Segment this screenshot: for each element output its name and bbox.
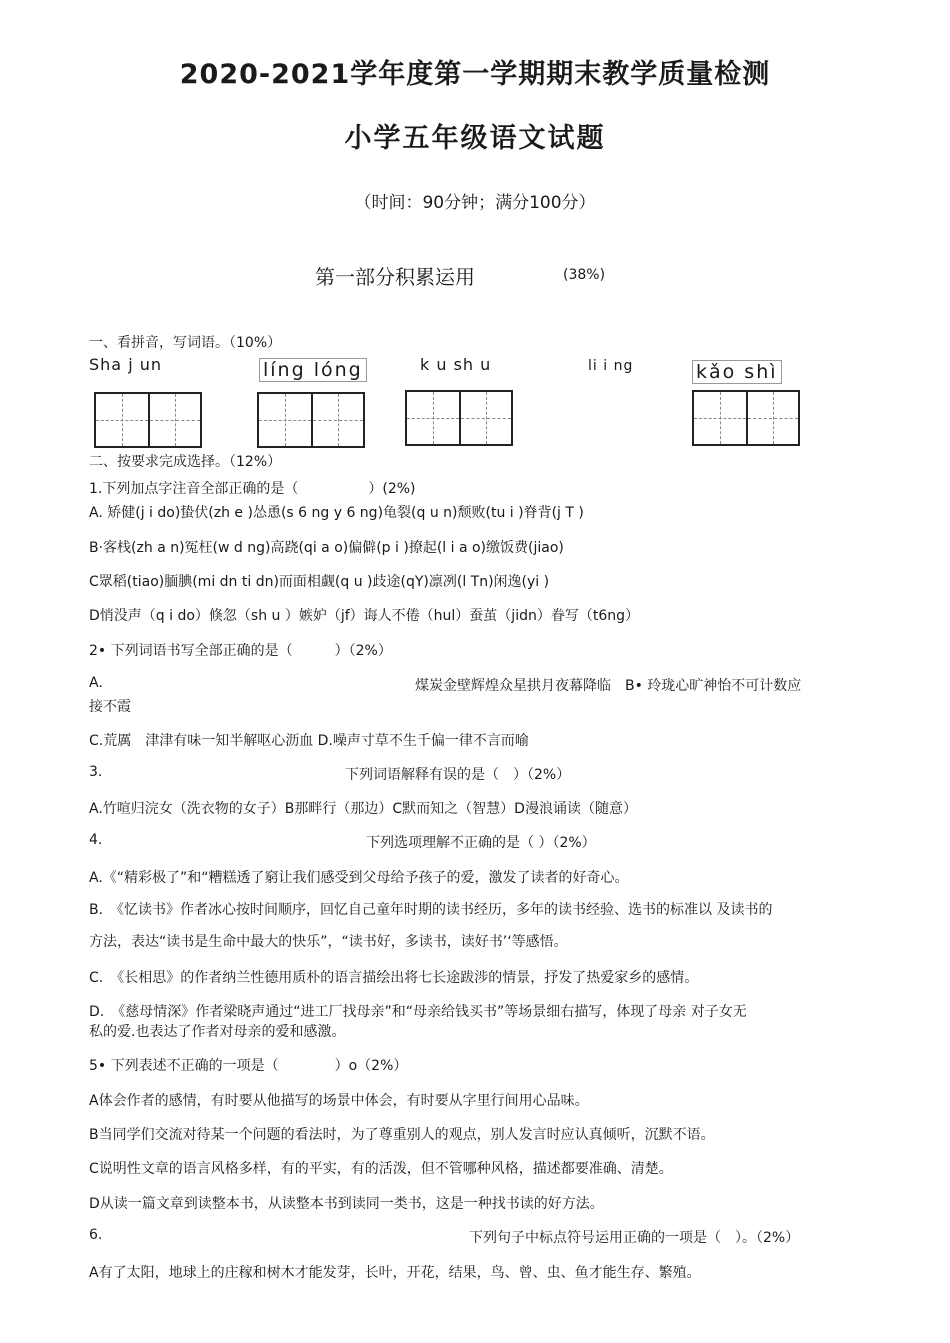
q2-option-c-d: C.荒厲 津津有味一知半解呕心沥血 D.噪声寸草不生千偏一律不言而喻 (89, 733, 529, 749)
q4-option-c: C. 《长相思》的作者纳兰性德用质朴的语言描绘出将七长途跋涉的情景，抒发了热爱家乡的感情。 (89, 970, 699, 986)
grid-cell[interactable] (746, 392, 798, 444)
grid-cell[interactable] (259, 394, 311, 446)
exam-title: 2020-2021学年度第一学期期末教学质量检测 (179, 59, 771, 90)
q1-option-d: D悄没声（q i do）倏忽（sh u ）嫉妒（jf）诲人不倦（hul）蚕茧（jidn）眷写（t6ng） (89, 608, 639, 624)
q2-stem: 2• 下列词语书写全部正确的是（ ）（2%） (89, 643, 392, 659)
writing-grid-5[interactable] (692, 390, 800, 446)
grid-cell[interactable] (407, 392, 459, 444)
q5-option-b: B当同学们交流对待某一个问题的看法时，为了尊重别人的观点，别人发言时应认真倾听，沉默不语。 (89, 1127, 715, 1143)
section2-heading: 二、按要求完成选择。（12%） (89, 454, 282, 470)
q4-option-b-cont: 方法，表达“读书是生命中最大的快乐”，“读书好，多读书，读好书’‘等感悟。 (89, 934, 568, 950)
writing-grid-3[interactable] (405, 390, 513, 446)
q4-stem: 下列选项理解不正确的是（ ）（2%） (366, 835, 596, 851)
q6-option-a: A有了太阳，地球上的庄稼和树木才能发芽，长叶，开花，结果，鸟、曾、虫、鱼才能生存、繁殖。 (89, 1265, 701, 1281)
q5-option-d: D从读一篇文章到读整本书，从读整本书到读同一类书，这是一种找书读的好方法。 (89, 1196, 604, 1212)
pinyin-5: kǎo shì (692, 360, 782, 384)
q4-option-b: B. 《忆读书》作者冰心按时间顺序，回忆自己童年时期的读书经历，多年的读书经验、选书的标准以 及读书的 (89, 902, 773, 918)
pinyin-2: líng lóng (259, 358, 367, 382)
q2-option-a-b: 煤炭金壁辉煌众星拱月夜幕降临 B• 玲珑心旷神怡不可计数应 (415, 678, 802, 694)
q3-number: 3. (89, 764, 103, 780)
q2-a-label: A. (89, 675, 103, 691)
grid-cell[interactable] (148, 394, 200, 446)
q4-option-d-cont: 私的爱.也表达了作者对母亲的爱和感激。 (89, 1024, 346, 1040)
q1-option-b: B·客栈(zh a n)冤枉(w d ng)高跷(qi a o)偏僻(p i )撩起(l i a o)缴饭费(jiao) (89, 540, 564, 556)
q6-number: 6. (89, 1227, 103, 1243)
pinyin-3: k u sh u (420, 355, 492, 374)
q5-option-c: C说明性文章的语言风格多样，有的平实，有的活泼，但不管哪种风格，描述都要准确、清楚。 (89, 1161, 673, 1177)
q1-stem: 1.下列加点字注音全部正确的是（ ）(2%) (89, 481, 416, 497)
grid-cell[interactable] (459, 392, 511, 444)
grid-cell[interactable] (311, 394, 363, 446)
exam-subtitle: 小学五年级语文试题 (344, 123, 606, 154)
q3-stem: 下列词语解释有误的是（ ）（2%） (345, 767, 571, 783)
part-title: 第一部分积累运用 (315, 265, 475, 289)
q2-option-b-cont: 接不霞 (89, 699, 131, 715)
pinyin-1: Sha j un (89, 355, 162, 374)
part-percent: (38%) (563, 267, 606, 283)
q3-options: A.竹喧归浣女（洗衣物的女子）B那畔行（那边）C默而知之（智慧）D漫浪诵读（随意） (89, 801, 637, 817)
q4-option-a: A.《“精彩极了”和“糟糕透了窮让我们感受到父母给予孩子的爱，激发了读者的好奇心。 (89, 870, 629, 886)
q5-stem: 5• 下列表述不正确的一项是（ ）o（2%） (89, 1058, 408, 1074)
writing-grid-2[interactable] (257, 392, 365, 448)
q4-option-d: D. 《慈母情深》作者梁晓声通过“进工厂找母亲”和“母亲给钱买书”等场景细右描写，体现了母亲 对子女无 (89, 1004, 747, 1020)
grid-cell[interactable] (694, 392, 746, 444)
section1-heading: 一、看拼音，写词语。（10%） (89, 335, 282, 351)
q4-number: 4. (89, 832, 103, 848)
q1-option-c: C眾稻(tiao)腼腆(mi dn ti dn)而面相觑(q u )歧途(qY)凛冽(l Tn)闲逸(yi ) (89, 574, 550, 590)
q6-stem: 下列句子中标点符号运用正确的一项是（ ）。（2%） (469, 1230, 800, 1246)
time-note: （时间：90分钟；满分100分） (354, 193, 596, 213)
writing-grid-1[interactable] (94, 392, 202, 448)
grid-cell[interactable] (96, 394, 148, 446)
pinyin-4: li i ng (588, 358, 634, 374)
q5-option-a: A体会作者的感情，有时要从他描写的场景中体会，有时要从字里行间用心品味。 (89, 1093, 589, 1109)
q1-option-a: A. 矫健(j i do)蛰伏(zh e )怂恿(s 6 ng y 6 ng)龟裂(q u n)颓败(tu i )脊背(j T ) (89, 505, 584, 521)
